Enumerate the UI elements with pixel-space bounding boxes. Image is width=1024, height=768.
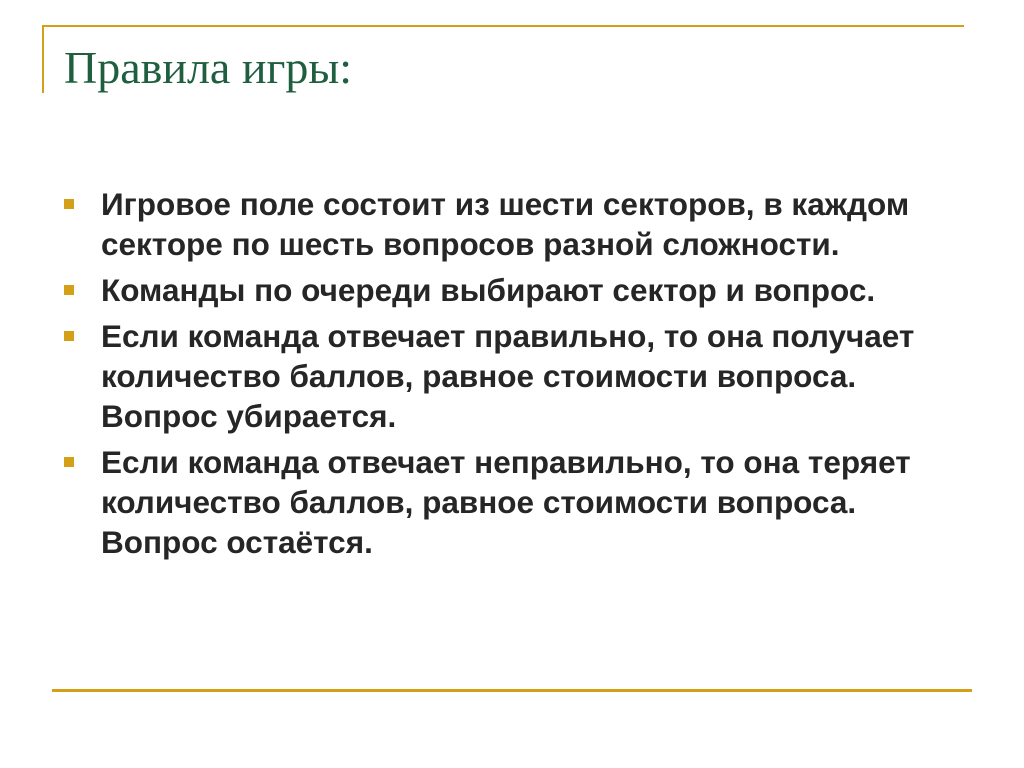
bullet-text: Игровое поле состоит из шести секторов, в каждом секторе по шесть вопросов разной сложности. xyxy=(101,186,910,262)
bullet-text: Если команда отвечает правильно, то она получает количество баллов, равное стоимости вопроса. Вопрос убирается. xyxy=(101,318,915,434)
bullet-text: Если команда отвечает неправильно, то она теряет количество баллов, равное стоимости вопроса. Вопрос остаётся. xyxy=(101,444,911,560)
bullet-text: Команды по очереди выбирают сектор и вопрос. xyxy=(101,272,876,308)
bottom-border-line xyxy=(52,689,972,692)
bullet-list xyxy=(64,184,964,568)
bullet-item xyxy=(64,270,964,310)
slide-title: Правила игры: xyxy=(64,42,353,93)
square-bullet-icon xyxy=(64,285,74,295)
bullet-item xyxy=(64,184,964,264)
bullet-item xyxy=(64,316,964,436)
top-border-line xyxy=(42,25,964,27)
square-bullet-icon xyxy=(64,331,74,341)
square-bullet-icon xyxy=(64,457,74,467)
bullet-item xyxy=(64,442,964,562)
square-bullet-icon xyxy=(64,199,74,209)
left-border-line xyxy=(42,25,44,93)
